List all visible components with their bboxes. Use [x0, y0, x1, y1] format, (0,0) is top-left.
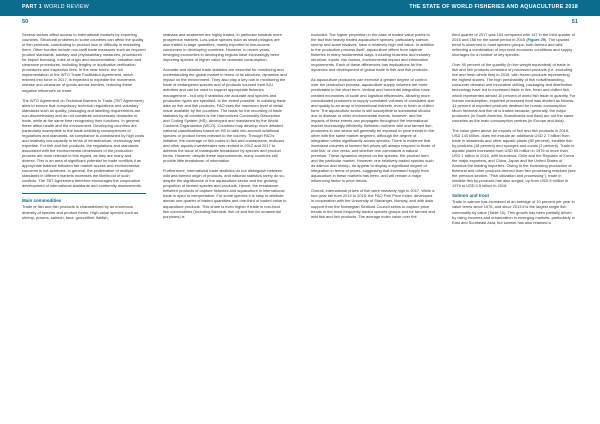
page-number-right: 51: [571, 19, 578, 25]
paragraph: Trade in salmon has increased at an average of 10 percent per year in value terms since 1976, and since 2013 it is the largest single fish commodity by value (Table 10). This growth has been partially driven by rising incomes and urbanization in emerging markets, particularly in East and Southeast Asia, but salmon has also retained a: [452, 199, 575, 225]
paragraph: Several factors affect access to international markets by exporting countries. Structural problems in some countries can affect the quality of fish products, contributing to product loss or difficulty in marketing them. Other hurdles include non-tariff trade measures such as required product standards, sanitary and phytosanitary measures, procedures for import licensing, rules of origin and documentation, valuation and clearance procedures, including lengthy or duplicative verification procedures and inspection fees. In the near future, the full implementation of the WTO Trade Facilitation Agreement, which entered into force in 2017, is expected to expedite the movement, release and clearance of goods across borders, reducing these negative influences on trade.: [22, 32, 146, 93]
part-label: PART 1: [22, 4, 42, 10]
text-run: ). The upward trend is observed in most species groups, both farmed and wild, reflecting a combination of improved economic conditions and supply shortages for a number of key species.: [452, 37, 573, 58]
section-heading: Main commodities: [22, 198, 62, 204]
paragraph: Overall, international prices of fish were relatively high in 2017. While a four-year fall from 2014 to 2016, the FAO Fish Price Index, developed in cooperation with the University of Stavanger, Norway, and with data support from the Norwegian Seafood Council seeks to capture price trends in the most frequently traded species groups and for farmed and wild fish and fish products. The average index value over the: [311, 188, 435, 219]
paragraph: Trade of fish and fish products is characterized by an enormous diversity of species and product forms. High-value species such as shrimp, prawns, salmon, tuna, groundfish, flatfish,: [22, 204, 139, 220]
paragraph: The value given above for exports of fish and fish products in 2016, USD 143 billion, does not include an additional USD 2.7 billion from trade in seaweeds and other aquatic plants (80 percent), inedible fish by-products (18 percent) and sponges and corals (2 percent). Trade in aquatic plants increased from USD 65 million in 1976 to more than USD 1 billion in 2016, with Indonesia, Chile and the Republic of Korea the major exporters, and China, Japan and the United States of America the leading importers. Owing to the increasing production of fishmeal and other products derived from fish processing residues (see the previous section, "Fish utilization and processing"), trade in inedible fish by-products has also surged, up from USD 5 million in 1976 to USD 0.5 billion in 2016.: [452, 127, 576, 189]
section-heading: Salmon and trout: [452, 193, 489, 199]
paragraph: As aquaculture producers can exercise a greater degree of control over the production process, aquaculture supply volumes are more predictable in the short term. Vertical and horizontal integration have created economies of scale and logistical efficiencies, allowing more consolidated producers to supply consistent volumes of consistent size and quality to an array of international markets, even in fresh or chilled form. The aquaculture sector is still susceptible to substantial shocks due to disease or other environmental events, however, and the impacts of these events can propagate throughout the international market increasingly efficiently. Between northern wild and farmed fish, producers in one sector will generally be exposed to price trends in the other with the same market segment, although the degree of integration varies significantly across species. There is evidence that increased volumes of farmed fish prices will always respond to those of wild fish, or vice versa, and whether one commands a natural premium. These dynamics depend on the species, the product form and the particular market. However, one relatively traded species such as salmon and shrimp, do appear to display a significant degree of integration in terms of prices, suggesting that increased supply from aquaculture in these markets has been, and will remain a major influencing factor in price trends.: [311, 77, 435, 184]
paragraph: Over 90 percent of the quantity (in live weight equivalent) of trade in fish and fish products consisted of processed products (i.e. excluding live and fresh whole fish) in 2016, with frozen products representing the highest shares. The high perishability of fish notwithstanding, consumer demand and innovative chilling, packaging and distribution technology have led to increased trade in live, fresh and chilled fish, which represented almost 10 percent of world fish trade in quantity. For human consumption, exported processed food was divided as follows: 41 percent of exported products destined for human consumption. Much fishmeal and fish oil is traded because, generally, the major producers (in South America, Scandinavia and Asia) are not the same countries as the main consumption centres (in Europe and Asia).: [452, 62, 576, 123]
column-3: [311, 32, 435, 224]
running-header-left: [22, 4, 89, 10]
section-divider: [22, 193, 146, 194]
paragraph: Furthermore, international trade statistics do not distinguish between wild and farmed origin of products, and national statistics rarely do so, despite the significance of the aquaculture sector and the growing proportion of farmed species and products. Hence, the breakdown between products of capture fisheries and aquaculture in international trade is open to interpretation. For some species it is easy to attribute almost one-quarter of traded quantities and one-third of traded value to aquaculture products. This share is even higher if trade in non-food fish commodities (including fishmeal, fish oil and fish for ornamental purposes) is: [163, 168, 287, 219]
column-4: [452, 32, 576, 230]
column-2: [163, 32, 287, 224]
figure-reference-link[interactable]: Figure 29: [527, 37, 546, 43]
text-run: third quarter of 2017 was 153 compared with 147 in the third quarter of 2016 and 158 for the same period in 2015 (: [452, 32, 576, 43]
paragraph: The WTO Agreement on Technical Barriers to Trade (TBT Agreement) aims to ensure that compulsory technical regulations and voluntary standards such as quality, packaging and labelling requirements are non-discriminatory and do not constitute unnecessary obstacles to trade, while at the same time recognizing their functions. In general, these affect health and the environment. Developing countries are particularly susceptible to the trade-inhibiting consequences of regulations and standards, as compliance is constrained by high costs and relatively low capacity in terms of infrastructure, technology and expertise. For fish and fish products, the regulations and standards associated with the environmental dimensions of the production process are most relevant in this regard, as they are many and diverse. This is an area of significant potential for trade conflicts if an appropriate balance between fair market access and environmental concerns is not achieved. In general, the proliferation of multiple standards in different markets increases the likelihood of such conflicts. The TBT Agreement therefore encourages the cooperative development of international standards and conformity assessments.: [22, 97, 145, 189]
running-header-right: THE STATE OF WORLD FISHERIES AND AQUACULTURE 2018: [409, 4, 578, 10]
column-1: [22, 32, 146, 225]
paragraph: seabass and seabream are highly traded, in particular towards more prosperous markets. Low-value species such as small pelagics are also traded in large quantities, mainly exported to low-income consumers in developing countries. However, in recent years, emerging economies in developing regions have increasingly been importing species of higher value for domestic consumption.: [163, 32, 282, 63]
paragraph: [452, 32, 576, 57]
section-label: WORLD REVIEW: [43, 4, 89, 10]
page-number-left: 50: [22, 19, 29, 25]
paragraph: excluded. The higher proportion in the case of traded value points to the fact that heavily traded aquaculture species, particularly salmon, shrimp and some bivalves, have a relatively high unit value. In addition to the production process itself, aquaculture differs from capture fisheries in many fundamental ways, including business and industry structure, inputs, risk factors, environmental impact and information requirements. Each of these differences has implications for the dynamics and development of global trade in fish and fish products.: [311, 32, 435, 73]
paragraph: Accurate and detailed trade statistics are essential for monitoring and understanding the global market in terms of its structure, dynamics and impact on the environment. They also play a key role in monitoring the trade of endangered species and of products sourced from IUU activities and can be used to support appropriate fisheries management – but only if statistics are accurate and species and production types are specified, to the extent possible. In collating trade data on fish and fish products, FAO uses the maximum level of detail made available by the countries. The basis for the recording of trade statistics by all countries is the Harmonized Commodity Description and Coding System (HS), developed and maintained by the World Customs Organization (WCO). Countries may develop more detailed national classifications based on HS to take into account additional species or product forms relevant to the country. Through FAO's initiative, the coverage of fish codes in fish and crustaceans, molluscs and other aquatic invertebrates was revised in 2012 and 2017 to address the issue of inadequate breakdown by species and product forms. However, despite these improvements, many countries still provide little breakdown of information.: [163, 67, 287, 164]
